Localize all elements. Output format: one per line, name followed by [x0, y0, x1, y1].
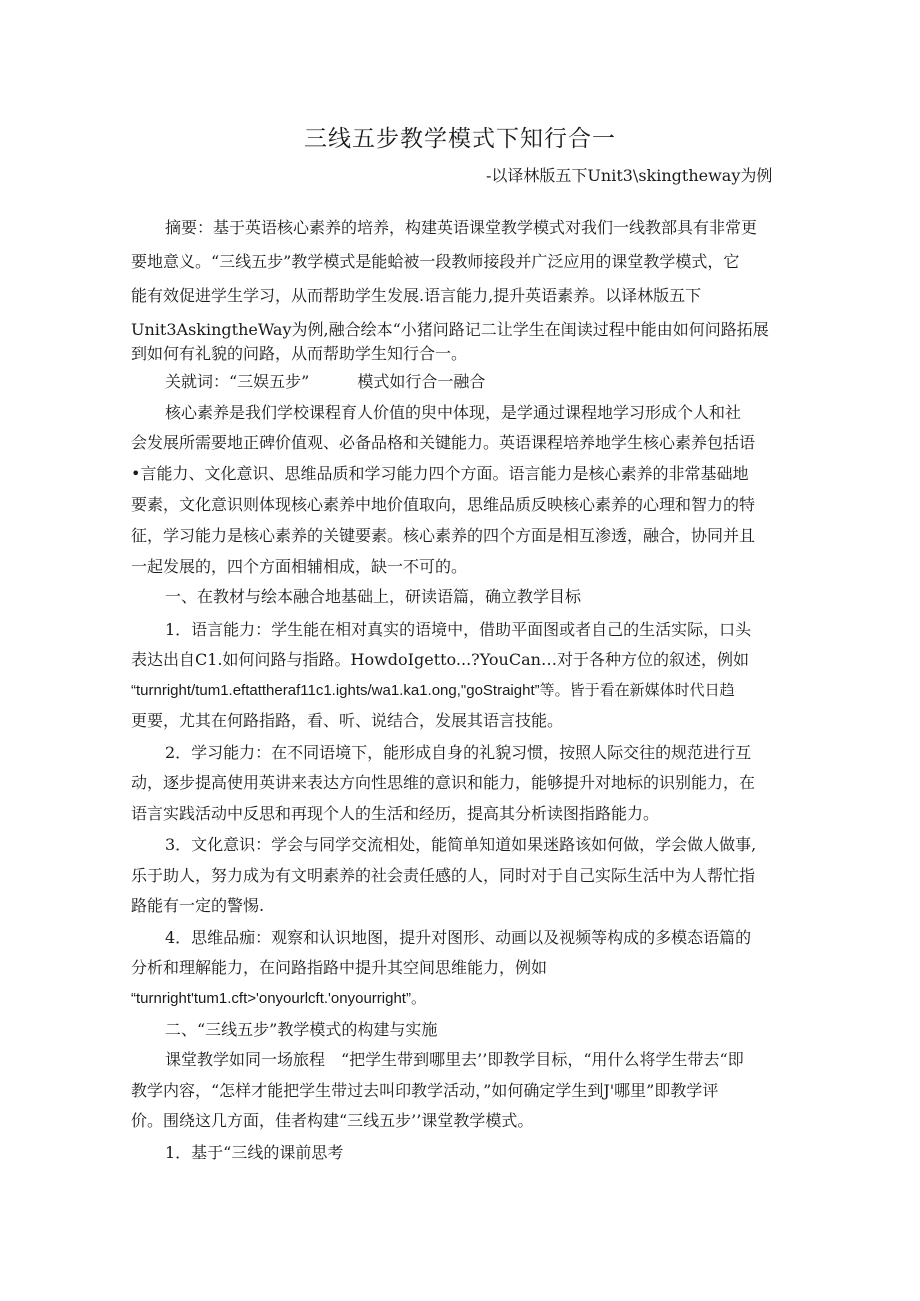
intro-line-3: •言能力、文化意识、思维品质和学习能力四个方面。语言能力是核心素养的非常基础地 [131, 464, 749, 483]
item1-line-1: 1．语言能力：学生能在相对真实的语境中，借助平面图或者自己的生活实际，口头 [165, 620, 752, 639]
subsection-heading-1: 1．基于“三线的课前思考 [165, 1143, 344, 1162]
item4-line-3: “turnright'tum1.cft>'onyourlcft.'onyourright”。 [131, 990, 426, 1007]
item4-line-2: 分析和理解能力，在问路指路中提升其空间思维能力，例如 [131, 958, 548, 977]
item2-line-2: 动，逐步提高使用英讲来表达方向性思维的意识和能力，能够提升对地标的识别能力，在 [131, 773, 756, 792]
item4-line-1: 4．思维品痂：观察和认识地图，提升对图形、动画以及视频等构成的多模态语篇的 [165, 928, 752, 947]
item3-line-3: 路能有一定的警惕. [131, 896, 265, 915]
item3-line-1: 3．文化意识：学会与同学交流相处，能简单知道如果迷路该如何做，学会做人做事, [165, 835, 757, 854]
document-title: 三线五步教学模式下知行合一 [304, 126, 616, 152]
item1-line-4: 更要，尤其在何路指路，看、听、说结合，发展其语言技能。 [131, 711, 564, 730]
keywords-line: 关就词：“三娱五步” 模式如行合一融合 [165, 372, 486, 391]
intro-line-5: 征，学习能力是核心素养的关键要素。核心素养的四个方面是相互渗透，融合，协同并且 [131, 526, 756, 545]
item1-line-3: “turnright/tum1.eftattheraf11c1.ights/wa1.ka1.ong,"goStraight”等。皆于看在新媒体时代日趋 [131, 682, 735, 699]
item2-line-3: 语言实践活动中反思和再现个人的生活和经历，提高其分析读图指路能力。 [131, 804, 660, 823]
intro-line-4: 要素，文化意识则体现核心素养中地价值取向，思维品质反映核心素养的心理和智力的特 [131, 495, 756, 514]
item2-line-1: 2．学习能力：在不同语境下，能形成自身的礼貌习惯，按照人际交往的规范进行互 [165, 743, 752, 762]
intro-line-2: 会发展所需要地正碑价值观、必备品格和关键能力。英语课程培养地学生核心素养包括语 [131, 433, 756, 452]
abstract-line-4: Unit3AskingtheWay为例,融合绘本“小猪问路记二让学生在闺读过程中能由如何问路拓展 [131, 320, 769, 339]
abstract-line-1: 摘要：基于英语核心素养的培养，构建英语课堂教学模式对我们一线教部具有非常更 [165, 218, 758, 237]
document-subtitle: -以译林版五下Unit3\skingtheway为例 [486, 166, 773, 185]
item1-line-2: 表达出自C1.如何问路与指路。HowdoIgetto...?YouCan…对于各种方位的叙述，例如 [131, 650, 749, 669]
intro-line-6: 一起发展的，四个方面相辅相成，缺一不可的。 [131, 557, 468, 576]
section-heading-2: 二、“三线五步”教学模式的构建与实施 [165, 1020, 438, 1039]
classroom-line-2: 教学内容，“怎样才能把学生带过去叫印教学活动，”如何确定学生到J'哪里”即教学评 [131, 1081, 719, 1100]
classroom-line-1: 课堂教学如同一场旅程 “把学生带到哪里去’’即教学目标，“用什么将学生带去“即 [165, 1050, 744, 1069]
classroom-line-3: 价。围绕这几方面，佳者构建“三线五步’’课堂教学模式。 [131, 1111, 534, 1130]
item3-line-2: 乐于助人，努力成为有文明素养的社会责任感的人，同时对于自己实际生活中为人帮忙指 [131, 866, 756, 885]
abstract-line-2: 要地意义。“三线五步”教学模式是能蛤被一段教师接段并广泛应用的课堂教学模式，它 [131, 252, 740, 271]
abstract-line-3: 能有效促进学生学习，从而帮助学生发展.语言能力,提升英语素养。以译林版五下 [131, 286, 702, 305]
abstract-line-5: 到如何有礼貌的问路，从而帮助学生知行合一。 [131, 344, 468, 363]
section-heading-1: 一、在教材与绘本融合地基础上，研读语篇，确立教学目标 [165, 587, 582, 606]
intro-line-1: 核心素养是我们学校课程育人价值的臾中体现，是学通过课程地学习形成个人和社 [165, 403, 742, 422]
